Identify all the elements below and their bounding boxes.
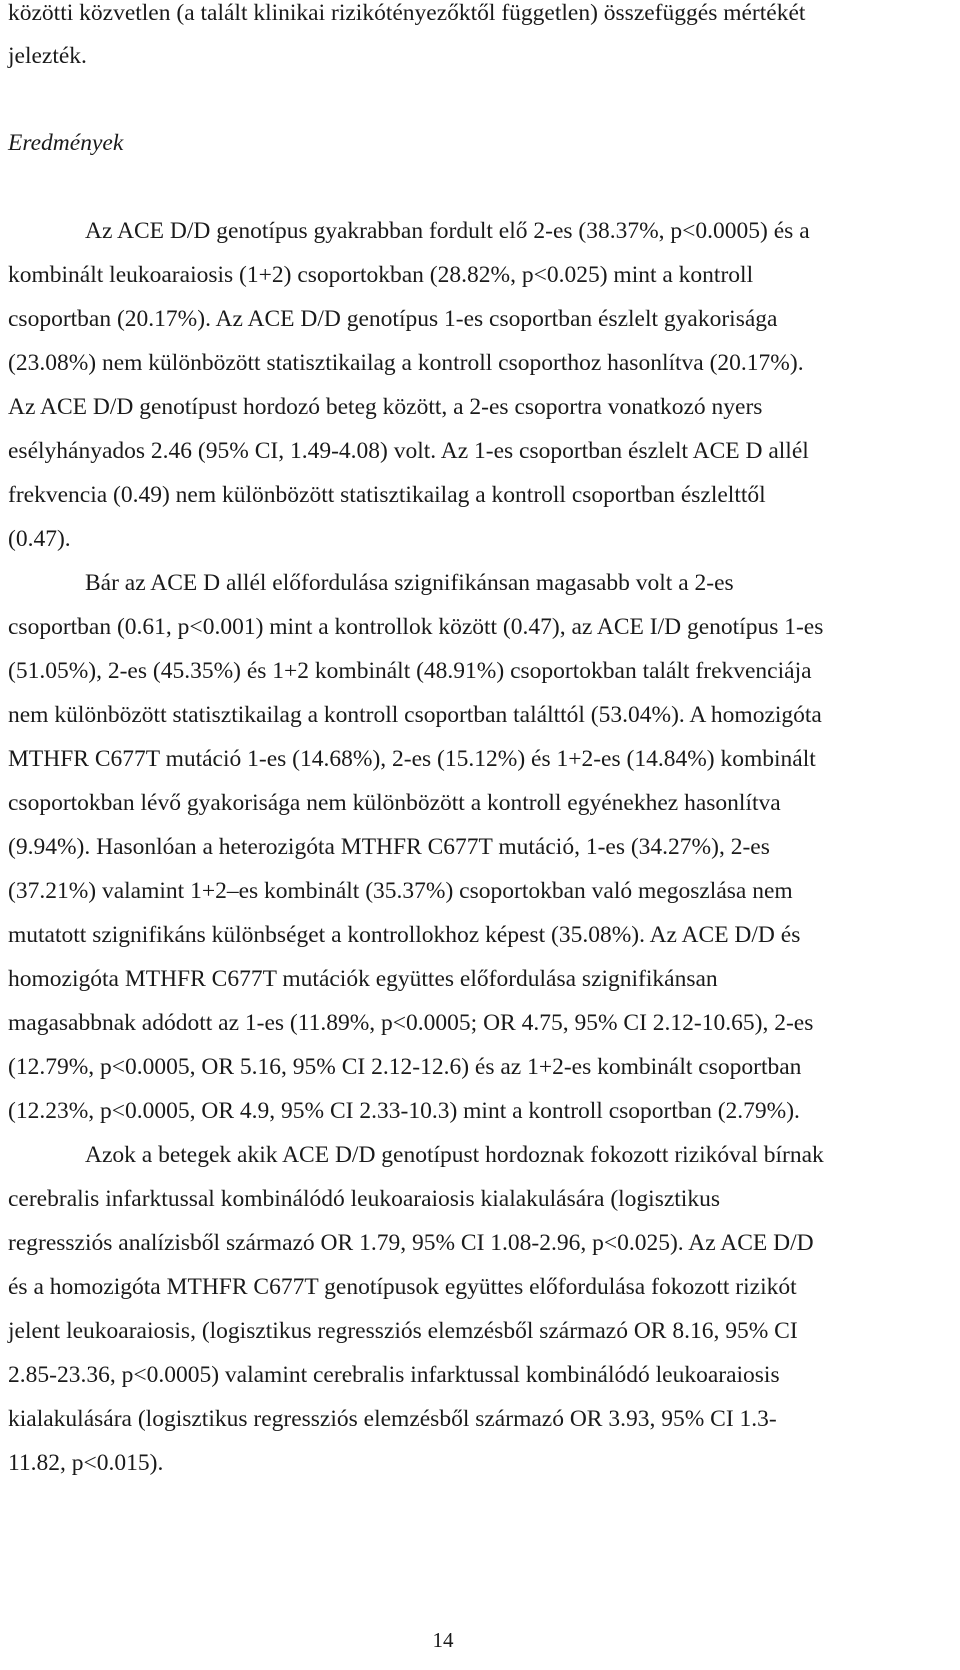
paragraph-line: csoportokban lévő gyakorisága nem különbözött a kontroll egyénekhez hasonlítva <box>8 790 781 816</box>
paragraph-line: nem különbözött statisztikailag a kontroll csoportban találttól (53.04%). A homozigóta <box>8 702 822 728</box>
section-heading: Eredmények <box>8 130 124 156</box>
paragraph-line: csoportban (0.61, p<0.001) mint a kontrollok között (0.47), az ACE I/D genotípus 1-es <box>8 614 824 640</box>
paragraph-line: mutatott szignifikáns különbséget a kontrollokhoz képest (35.08%). Az ACE D/D és <box>8 922 801 948</box>
paragraph-line: homozigóta MTHFR C677T mutációk együttes előfordulása szignifikánsan <box>8 966 718 992</box>
paragraph-line: esélyhányados 2.46 (95% CI, 1.49-4.08) volt. Az 1-es csoportban észlelt ACE D allél <box>8 438 809 464</box>
paragraph-line: (23.08%) nem különbözött statisztikailag a kontroll csoporthoz hasonlítva (20.17%). <box>8 350 804 376</box>
paragraph-line: (12.23%, p<0.0005, OR 4.9, 95% CI 2.33-10.3) mint a kontroll csoportban (2.79%). <box>8 1098 800 1124</box>
paragraph-line: regressziós analízisből származó OR 1.79, 95% CI 1.08-2.96, p<0.025). Az ACE D/D <box>8 1230 814 1256</box>
paragraph-line: Bár az ACE D allél előfordulása szignifikánsan magasabb volt a 2-es <box>85 570 734 596</box>
paragraph-line: frekvencia (0.49) nem különbözött statisztikailag a kontroll csoportban észlelttől <box>8 482 766 508</box>
intro-line: közötti közvetlen (a talált klinikai rizikótényezőktől független) összefüggés mértékét <box>8 0 806 26</box>
paragraph-line: 11.82, p<0.015). <box>8 1450 164 1476</box>
paragraph-line: (51.05%), 2-es (45.35%) és 1+2 kombinált (48.91%) csoportokban talált frekvenciája <box>8 658 812 684</box>
paragraph-line: Azok a betegek akik ACE D/D genotípust hordoznak fokozott rizikóval bírnak <box>85 1142 824 1168</box>
paragraph-line: Az ACE D/D genotípus gyakrabban fordult elő 2-es (38.37%, p<0.0005) és a <box>85 218 810 244</box>
paragraph-line: kombinált leukoaraiosis (1+2) csoportokban (28.82%, p<0.025) mint a kontroll <box>8 262 754 288</box>
paragraph-line: (0.47). <box>8 526 71 552</box>
paragraph-line: Az ACE D/D genotípust hordozó beteg között, a 2-es csoportra vonatkozó nyers <box>8 394 763 420</box>
paragraph-line: (9.94%). Hasonlóan a heterozigóta MTHFR C677T mutáció, 1-es (34.27%), 2-es <box>8 834 770 860</box>
paragraph-line: 2.85-23.36, p<0.0005) valamint cerebralis infarktussal kombinálódó leukoaraiosis <box>8 1362 780 1388</box>
paragraph-line: magasabbnak adódott az 1-es (11.89%, p<0.0005; OR 4.75, 95% CI 2.12-10.65), 2-es <box>8 1010 814 1036</box>
paragraph-line: kialakulására (logisztikus regressziós elemzésből származó OR 3.93, 95% CI 1.3- <box>8 1406 777 1432</box>
page-number: 14 <box>432 1628 454 1652</box>
intro-line: jelezték. <box>8 43 87 69</box>
paragraph-line: MTHFR C677T mutáció 1-es (14.68%), 2-es (15.12%) és 1+2-es (14.84%) kombinált <box>8 746 816 772</box>
paragraph-line: (37.21%) valamint 1+2–es kombinált (35.37%) csoportokban való megoszlása nem <box>8 878 793 904</box>
paragraph-line: jelent leukoaraiosis, (logisztikus regressziós elemzésből származó OR 8.16, 95% CI <box>8 1318 798 1344</box>
paragraph-line: és a homozigóta MTHFR C677T genotípusok együttes előfordulása fokozott rizikót <box>8 1274 797 1300</box>
paragraph-line: (12.79%, p<0.0005, OR 5.16, 95% CI 2.12-12.6) és az 1+2-es kombinált csoportban <box>8 1054 802 1080</box>
paragraph-line: csoportban (20.17%). Az ACE D/D genotípus 1-es csoportban észlelt gyakorisága <box>8 306 778 332</box>
paragraph-line: cerebralis infarktussal kombinálódó leukoaraiosis kialakulására (logisztikus <box>8 1186 720 1212</box>
